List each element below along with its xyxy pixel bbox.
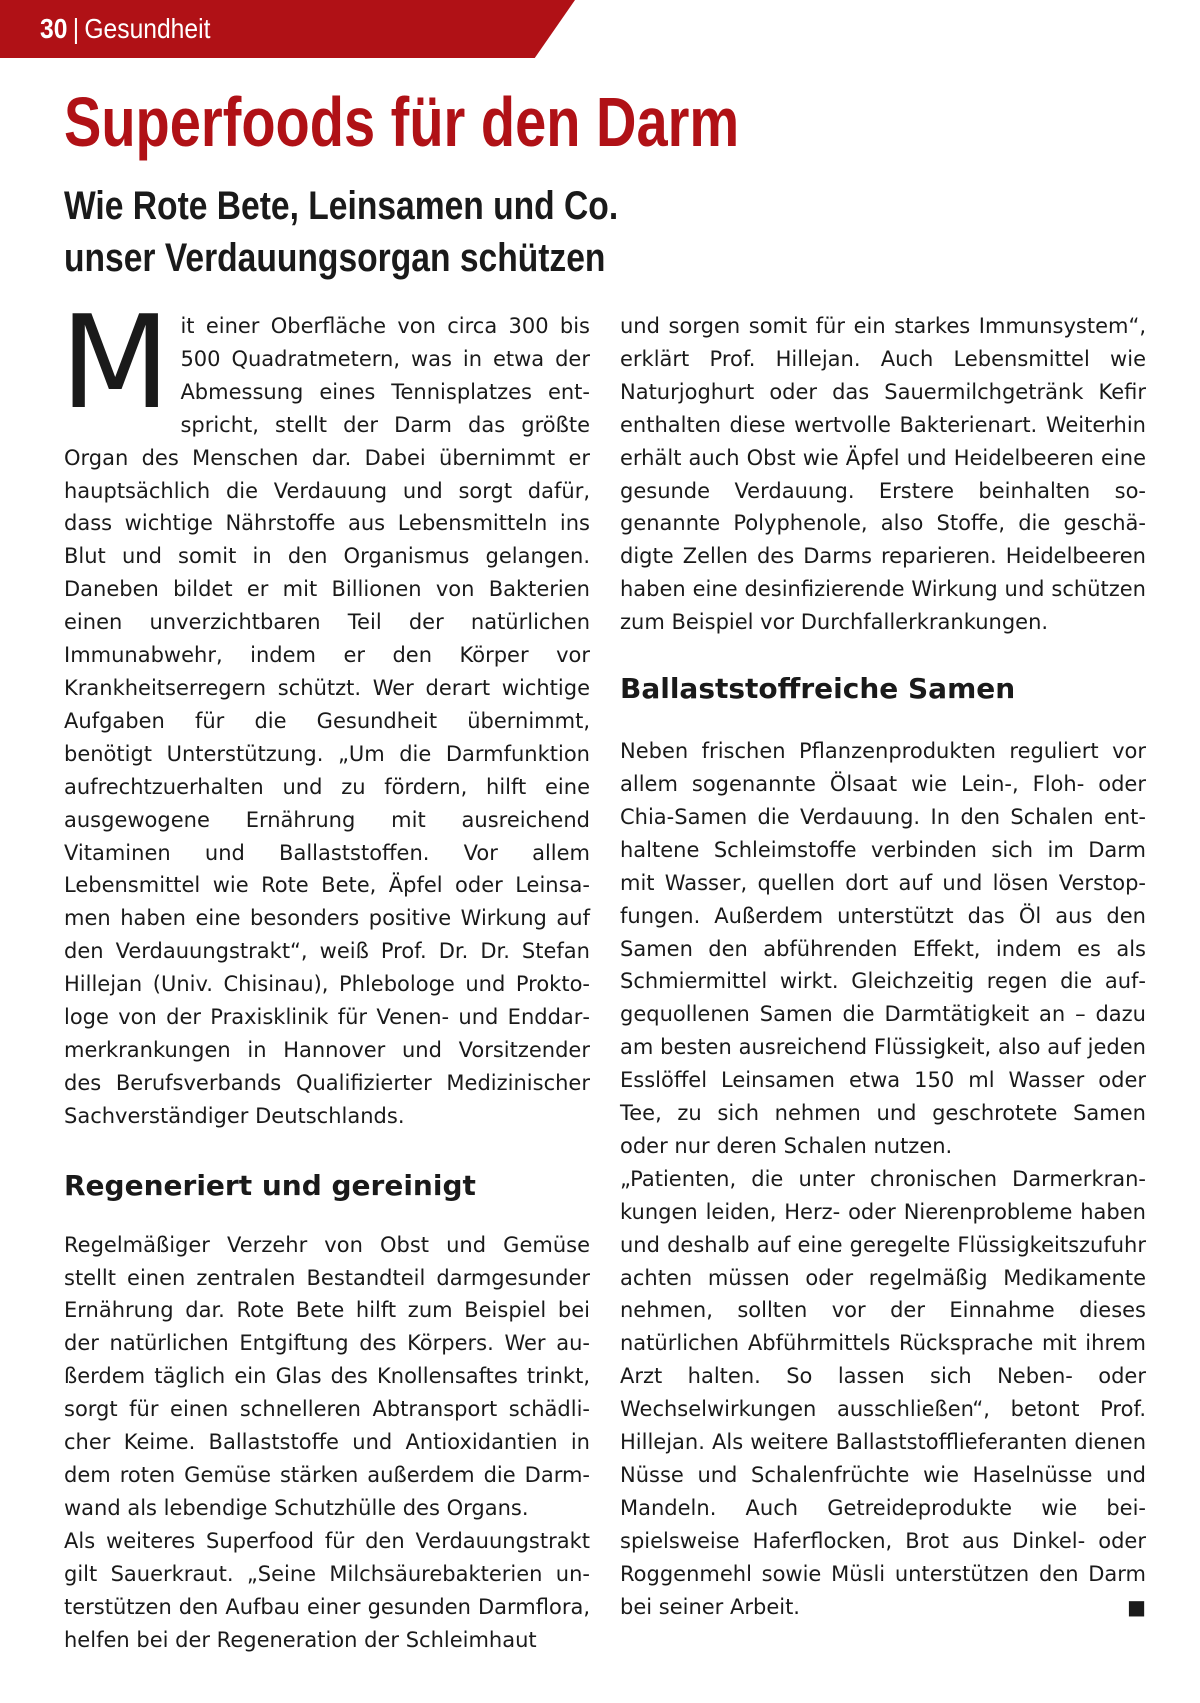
subtitle-line-2: unser Verdauungsorgan schützen bbox=[64, 236, 606, 280]
column-right bbox=[620, 310, 1146, 1624]
patienten-text: „Patienten, die unter chronischen Darmerkrankungen leiden, Herz- oder Nierenprobleme haben und deshalb auf eine geregelte Flüssigkeitszufuhr achten müssen oder regelmäßig Medikamente nehmen, sollten vor der Einnahme dieses natürlichen Abführmittels Rücksprache mit ihrem Arzt halten. So lassen sich Neben- oder Wechselwirkungen ausschließen“, betont Prof. Hillejan. Als weitere Ballaststofflieferanten dienen Nüsse und Schalenfrüchte wie Haselnüsse und Mandeln. Auch Getreideprodukte wie beispielsweise Haferflocken, Brot aus Dinkel- oder Roggenmehl sowie Müsli unterstützen den Darm bei seiner Arbeit. bbox=[620, 1166, 1146, 1619]
column-left bbox=[60, 289, 590, 1656]
subheading-regeneriert: Regeneriert und gereinigt bbox=[64, 1168, 476, 1202]
intro-paragraph bbox=[60, 289, 590, 1133]
subtitle-line-1: Wie Rote Bete, Leinsamen und Co. bbox=[64, 184, 619, 228]
drop-cap: M bbox=[60, 289, 171, 438]
subheading-ballaststoffe: Ballaststoffreiche Samen bbox=[620, 672, 1016, 706]
intro-text: it einer Oberfläche von circa 300 bis 500 Quadratmetern, was in etwa der Abmessung eines Tennisplatzes entspricht, stellt der Darm das größte Organ des Menschen dar. Dabei übernimmt er hauptsächlich die Verdauung und sorgt dafür, dass wichtige Nährstoffe aus Lebensmitteln ins Blut und somit in den Organismus gelangen. Daneben bildet er mit Billionen von Bakterien einen unverzichtbaren Teil der natürlichen Immunabwehr, indem er den Körper vor Krankheitserregern schützt. Wer derart wichtige Aufgaben für die Gesundheit übernimmt, benötigt Unterstützung. „Um die Darmfunktion aufrechtzuerhalten und zu fördern, hilft eine ausgewogene Ernährung mit ausreichend Vitaminen und Ballaststoffen. Vor allem Lebensmittel wie Rote Bete, Äpfel oder Leinsamen haben eine besonders positive Wirkung auf den Verdauungstrakt“, weiß Prof. Dr. Dr. Stefan Hillejan (Univ. Chisinau), Phlebologe und Proktologe von der Praxisklinik für Venen- und Enddarmerkrankungen in Hannover und Vorsitzender des Berufsverbands Qualifizierter Medizinischer Sachverständiger Deutschlands. bbox=[64, 314, 590, 1128]
paragraph-obst-gemuese: Regelmäßiger Verzehr von Obst und Gemüse stellt einen zentralen Bestandteil darmgesunder Ernährung dar. Rote Bete hilft zum Beispiel bei der natürlichen Entgiftung des Körpers. Wer außerdem täglich ein Glas des Knollensaftes trinkt, sorgt für einen schnelleren Abtransport schädlicher Keime. Ballaststoffe und Antioxidantien in dem roten Gemüse stärken außerdem die Darmwand als lebendige Schutzhülle des Organs. bbox=[64, 1232, 590, 1520]
paragraph-patienten bbox=[620, 1163, 1146, 1624]
article-title: Superfoods für den Darm bbox=[64, 83, 740, 161]
article-subtitle bbox=[64, 180, 618, 284]
section-name: Gesundheit bbox=[84, 13, 211, 44]
section-header bbox=[40, 14, 210, 44]
end-mark: ■ bbox=[1127, 1594, 1146, 1619]
header-separator: | bbox=[72, 13, 80, 44]
page-number: 30 bbox=[40, 13, 68, 44]
paragraph-sauerkraut-continued: und sorgen somit für ein starkes Immunsystem“, erklärt Prof. Hillejan. Auch Lebensmittel wie Naturjoghurt oder das Sauermilchgetränk Kefir enthalten diese wertvolle Bakterienart. Weiterhin erhält auch Obst wie Äpfel und Heidelbeeren eine gesunde Verdauung. Erstere beinhalten sogenannte Polyphenole, also Stoffe, die geschädigte Zellen des Darms reparieren. Heidelbeeren haben eine desinfizierende Wirkung und schützen zum Beispiel vor Durchfallerkrankungen. bbox=[620, 314, 1146, 635]
paragraph-sauerkraut: Als weiteres Superfood für den Verdauungstrakt gilt Sauerkraut. „Seine Milchsäurebakterien unterstützen den Aufbau einer gesunden Darmflora, helfen bei der Regeneration der Schleimhaut bbox=[64, 1528, 590, 1652]
paragraph-oelsaat: Neben frischen Pflanzenprodukten reguliert vor allem sogenannte Ölsaat wie Lein-, Floh- oder Chia-Samen die Verdauung. In den Schalen enthaltene Schleimstoffe verbinden sich im Darm mit Wasser, quellen dort auf und lösen Verstopfungen. Außerdem unterstützt das Öl aus den Samen den abführenden Effekt, indem es als Schmiermittel wirkt. Gleichzeitig regen die aufgequollenen Samen die Darmtätigkeit an – dazu am besten ausreichend Flüssigkeit, also auf jeden Esslöffel Leinsamen etwa 150 ml Wasser oder Tee, zu sich nehmen und geschrotete Samen oder nur deren Schalen nutzen. bbox=[620, 739, 1146, 1158]
